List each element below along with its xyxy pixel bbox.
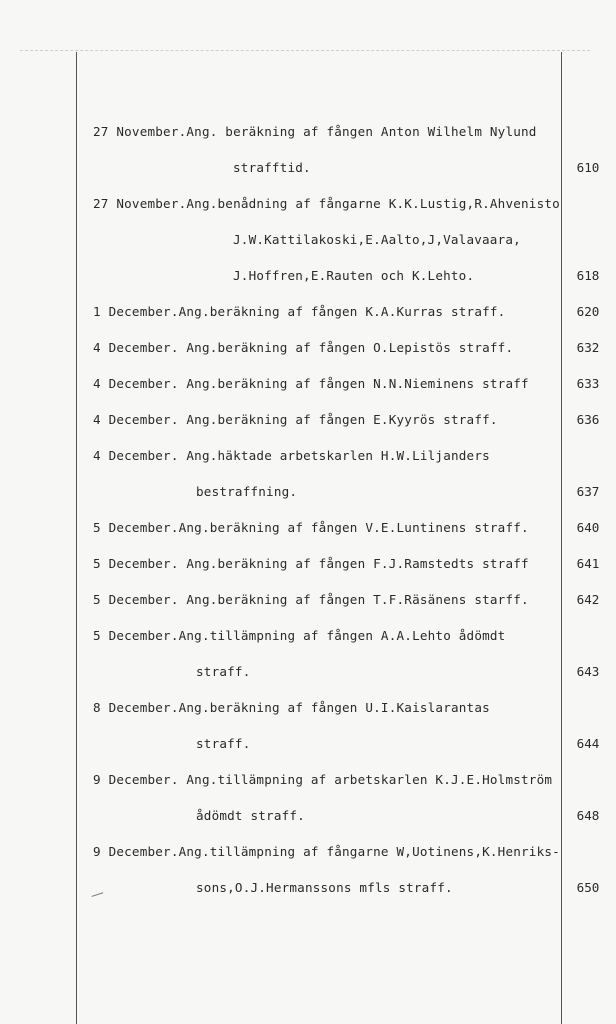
entry-line: strafftid.: [233, 160, 311, 175]
page-number: 642: [576, 592, 600, 607]
left-margin-rule: [76, 52, 77, 1024]
entry-line: sons,O.J.Hermanssons mfls straff.: [196, 880, 453, 895]
entry-line: 27 November.Ang. beräkning af fången Anton Wilhelm Nylund: [93, 124, 537, 139]
entry-line: ådömdt straff.: [196, 808, 305, 823]
pencil-mark: [92, 892, 105, 900]
page-number: 637: [576, 484, 600, 499]
entry-line: 4 December. Ang.beräkning af fången O.Lepistös straff.: [93, 340, 514, 355]
entry-line: 1 December.Ang.beräkning af fången K.A.Kurras straff.: [93, 304, 506, 319]
entry-line: 5 December. Ang.beräkning af fången T.F.Räsänens starff.: [93, 592, 529, 607]
entry-line: 5 December.Ang.beräkning af fången V.E.Luntinens straff.: [93, 520, 529, 535]
page-number: 650: [576, 880, 600, 895]
page-number: 620: [576, 304, 600, 319]
page-number: 641: [576, 556, 600, 571]
entry-line: 9 December.Ang.tillämpning af fångarne W,Uotinens,K.Henriks-: [93, 844, 560, 859]
page-number: 618: [576, 268, 600, 283]
page-number: 636: [576, 412, 600, 427]
entry-line: 27 November.Ang.benådning af fångarne K.K.Lustig,R.Ahvenisto: [93, 196, 560, 211]
entry-line: J.Hoffren,E.Rauten och K.Lehto.: [233, 268, 475, 283]
page-number: 648: [576, 808, 600, 823]
entry-line: 5 December. Ang.beräkning af fången F.J.Ramstedts straff: [93, 556, 529, 571]
entry-line: 4 December. Ang.beräkning af fången E.Kyyrös straff.: [93, 412, 498, 427]
top-rule: [20, 50, 590, 51]
page-number: 643: [576, 664, 600, 679]
page-number: 632: [576, 340, 600, 355]
entry-line: straff.: [196, 736, 251, 751]
entry-line: 9 December. Ang.tillämpning af arbetskarlen K.J.E.Holmström: [93, 772, 553, 787]
page-number: 610: [576, 160, 600, 175]
entry-line: 4 December. Ang.beräkning af fången N.N.Nieminens straff: [93, 376, 529, 391]
entry-line: 8 December.Ang.beräkning af fången U.I.Kaislarantas: [93, 700, 490, 715]
right-margin-rule: [561, 52, 562, 1024]
entry-line: J.W.Kattilakoski,E.Aalto,J,Valavaara,: [233, 232, 521, 247]
entry-line: 5 December.Ang.tillämpning af fången A.A.Lehto ådömdt: [93, 628, 506, 643]
page-number: 640: [576, 520, 600, 535]
entry-line: bestraffning.: [196, 484, 298, 499]
page-number: 633: [576, 376, 600, 391]
page-number: 644: [576, 736, 600, 751]
entry-line: 4 December. Ang.häktade arbetskarlen H.W.Liljanders: [93, 448, 490, 463]
entry-line: straff.: [196, 664, 251, 679]
